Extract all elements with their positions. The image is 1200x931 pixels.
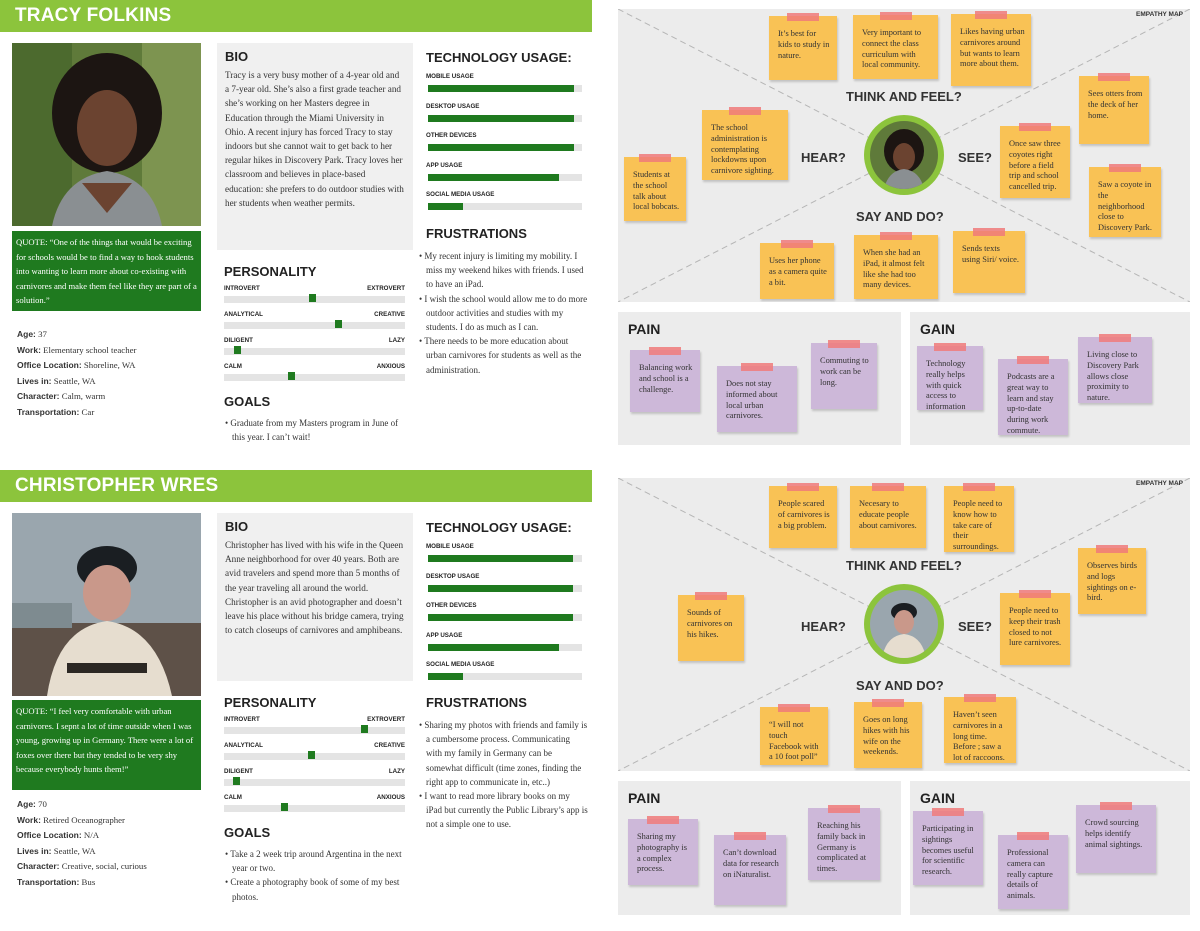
sticky-note: Sounds of carnivores on his hikes. bbox=[678, 595, 744, 661]
avatar-image bbox=[870, 590, 938, 658]
tech-fill bbox=[428, 85, 574, 92]
frustrations-list bbox=[418, 718, 588, 832]
trait-marker bbox=[308, 751, 315, 759]
bio-heading: BIO bbox=[225, 519, 249, 534]
sticky-note: It’s best for kids to study in nature. bbox=[769, 16, 837, 80]
info-row: Lives in: Seattle, WA bbox=[17, 845, 96, 856]
say-do-label: SAY AND DO? bbox=[856, 678, 944, 693]
sticky-note: Likes having urban carnivores around but wants to learn more about them. bbox=[951, 14, 1031, 86]
bio-heading: BIO bbox=[225, 49, 249, 64]
sticky-note: Haven’t seen carnivores in a long time. Before ; saw a lot of raccoons. bbox=[944, 697, 1016, 763]
empathy-map bbox=[618, 9, 1190, 302]
sticky-note: Balancing work and school is a challenge. bbox=[630, 350, 700, 412]
bio-text: Christopher has lived with his wife in the Queen Anne neighborhood for over 40 years. Both are avid travelers and spend more than 5 months of the year traveling all around the world. Christopher is an avid photographer and doesn’t leave his place without his bridge camera, trying to catch closeups of carnivores and amphibeans. bbox=[225, 540, 404, 636]
info-row: Transportation: Bus bbox=[17, 876, 96, 887]
goal-item: • Take a 2 week trip around Argentina in the next year or two. bbox=[225, 849, 402, 874]
persona-info bbox=[17, 797, 207, 890]
empathy-map-title: EMPATHY MAP bbox=[1136, 480, 1183, 487]
frustration-item: • Sharing my photos with friends and family is a cumbersome process. Communicating with my family in Germany can be somewhat difficult (time zones, finding the right app to communicate in, etc..) bbox=[419, 720, 588, 787]
sticky-note: Uses her phone as a camera quite a bit. bbox=[760, 243, 834, 299]
sticky-note: Does not stay informed about local urban carnivores. bbox=[717, 366, 797, 432]
persona-name: TRACY FOLKINS bbox=[0, 0, 592, 32]
hear-label: HEAR? bbox=[801, 619, 846, 634]
trait-slider: CALM ANXIOUS bbox=[224, 363, 405, 389]
goal-item: • Create a photography book of some of my best photos. bbox=[225, 877, 400, 902]
tech-fill bbox=[428, 174, 559, 181]
trait-marker bbox=[281, 803, 288, 811]
sticky-note: Once saw three coyotes right before a field trip and school cancelled trip. bbox=[1000, 126, 1070, 198]
sticky-note: Sharing my photography is a complex process. bbox=[628, 819, 698, 885]
tech-usage bbox=[426, 543, 586, 691]
trait-marker bbox=[335, 320, 342, 328]
tech-bar: MOBILE USAGE bbox=[426, 73, 586, 103]
tech-fill bbox=[428, 644, 559, 651]
say-do-label: SAY AND DO? bbox=[856, 209, 944, 224]
sticky-note: Observes birds and logs sightings on e-bird. bbox=[1078, 548, 1146, 614]
gain-heading: GAIN bbox=[920, 321, 955, 337]
tech-bar: DESKTOP USAGE bbox=[426, 103, 586, 133]
tech-usage bbox=[426, 73, 586, 221]
empathy-map bbox=[618, 478, 1190, 771]
goals-heading: GOALS bbox=[224, 394, 271, 409]
goals-heading: GOALS bbox=[224, 825, 271, 840]
sticky-note: People need to know how to take care of their surroundings. bbox=[944, 486, 1014, 552]
pain-heading: PAIN bbox=[628, 321, 661, 337]
sticky-note: Goes on long hikes with his wife on the weekends. bbox=[854, 702, 922, 768]
frustrations-list bbox=[418, 249, 588, 377]
tech-bar: SOCIAL MEDIA USAGE bbox=[426, 191, 586, 221]
sticky-note: Sends texts using Siri/ voice. bbox=[953, 231, 1025, 293]
trait-marker bbox=[288, 372, 295, 380]
frustration-item: • I wish the school would allow me to do more outdoor activities and studies with my students. I do as much as I can. bbox=[419, 293, 588, 333]
tech-bar: APP USAGE bbox=[426, 632, 586, 662]
portrait-image bbox=[12, 43, 201, 226]
tech-fill bbox=[428, 555, 573, 562]
pain-panel bbox=[618, 312, 901, 445]
trait-slider: ANALYTICAL CREATIVE bbox=[224, 742, 405, 768]
sticky-note: Students at the school talk about local bobcats. bbox=[624, 157, 686, 221]
tech-fill bbox=[428, 585, 573, 592]
gain-panel bbox=[910, 781, 1190, 915]
frustration-item: • There needs to be more education about urban carnivores for students as well as the administration. bbox=[419, 336, 582, 375]
persona-quote: QUOTE: “One of the things that would be exciting for schools would be to find a way to hook students into wanting to learn more about co-existing with carnivores and make them feel like they are part of a solution.” bbox=[12, 231, 201, 311]
trait-slider: INTROVERT EXTROVERT bbox=[224, 285, 405, 311]
trait-slider: CALM ANXIOUS bbox=[224, 794, 405, 820]
sticky-note: Participating in sightings becomes useful for scientific research. bbox=[913, 811, 983, 885]
tech-bar: OTHER DEVICES bbox=[426, 602, 586, 632]
hear-label: HEAR? bbox=[801, 150, 846, 165]
personality-heading: PERSONALITY bbox=[224, 695, 317, 710]
trait-slider: INTROVERT EXTROVERT bbox=[224, 716, 405, 742]
empathy-avatar bbox=[864, 584, 944, 664]
info-row: Office Location: N/A bbox=[17, 830, 100, 840]
info-row: Transportation: Car bbox=[17, 406, 95, 417]
sticky-note: The school administration is contemplating lockdowns upon carnivore sighting. bbox=[702, 110, 788, 180]
portrait-image bbox=[12, 513, 201, 696]
gain-heading: GAIN bbox=[920, 790, 955, 806]
sticky-note: Sees otters from the deck of her home. bbox=[1079, 76, 1149, 144]
sticky-note: Very important to connect the class curriculum with local community. bbox=[853, 15, 938, 79]
trait-marker bbox=[233, 777, 240, 785]
trait-marker bbox=[309, 294, 316, 302]
sticky-note: Necesary to educate people about carnivores. bbox=[850, 486, 926, 548]
tech-bar: OTHER DEVICES bbox=[426, 132, 586, 162]
tech-fill bbox=[428, 673, 463, 680]
persona-quote: QUOTE: “I feel very comfortable with urban carnivores. I sepnt a lot of time outside when I was young, growing up in Germany. There were a lot of foxes over there but they tended to be very shy because everybody hunts them!” bbox=[12, 700, 201, 790]
tech-fill bbox=[428, 115, 574, 122]
frustration-item: • My recent injury is limiting my mobility. I miss my weekend hikes with friends. I used to have an iPad. bbox=[419, 251, 584, 290]
sticky-note: Technology really helps with quick access to information bbox=[917, 346, 983, 410]
bio-text: Tracy is a very busy mother of a 4-year old and a 7-year old. She’s also a first grade teacher and she’s working on her Masters degree in Education through the Miami University in Ohio. A recent injury has forced Tracy to stay indoors but she cannot wait to get back to her regular hikes in Discovery Park. Tracy loves her classroom and believes in place-based education: she prefers to do outdoor studies with her students when weather permits. bbox=[225, 70, 404, 208]
bio-box bbox=[217, 43, 413, 250]
personality-sliders bbox=[224, 285, 405, 389]
tech-fill bbox=[428, 614, 573, 621]
sticky-note: Living close to Discovery Park allows close proximity to nature. bbox=[1078, 337, 1152, 403]
info-row: Lives in: Seattle, WA bbox=[17, 375, 96, 386]
tech-fill bbox=[428, 144, 574, 151]
persona-photo bbox=[12, 43, 201, 226]
frustration-item: • I want to read more library books on my iPad but currently the Public Library’s app is not a simple one to use. bbox=[419, 791, 588, 830]
trait-marker bbox=[361, 725, 368, 733]
personality-sliders bbox=[224, 716, 405, 820]
sticky-note: People scared of carnivores is a big problem. bbox=[769, 486, 837, 548]
trait-slider: ANALYTICAL CREATIVE bbox=[224, 311, 405, 337]
empathy-avatar bbox=[864, 115, 944, 195]
sticky-note: Can’t download data for research on iNaturalist. bbox=[714, 835, 786, 905]
tech-bar: SOCIAL MEDIA USAGE bbox=[426, 661, 586, 691]
sticky-note: When she had an iPad, it almost felt like she had too many devices. bbox=[854, 235, 938, 299]
tech-bar: APP USAGE bbox=[426, 162, 586, 192]
tech-fill bbox=[428, 203, 463, 210]
sticky-note: People need to keep their trash closed to not lure carnivores. bbox=[1000, 593, 1070, 665]
goal-item: • Graduate from my Masters program in June of this year. I can’t wait! bbox=[225, 418, 399, 443]
info-row: Character: Creative, social, curious bbox=[17, 861, 147, 871]
personality-heading: PERSONALITY bbox=[224, 264, 317, 279]
goals-list bbox=[224, 416, 409, 444]
tech-bar: MOBILE USAGE bbox=[426, 543, 586, 573]
see-label: SEE? bbox=[958, 150, 992, 165]
info-row: Age: 37 bbox=[17, 329, 47, 339]
sticky-note: “I will not touch Facebook with a 10 foot poll” bbox=[760, 707, 828, 765]
tech-heading: TECHNOLOGY USAGE: bbox=[426, 50, 572, 65]
think-feel-label: THINK AND FEEL? bbox=[846, 558, 962, 573]
trait-slider: DILIGENT LAZY bbox=[224, 337, 405, 363]
sticky-note: Saw a coyote in the neighborhood close to Discovery Park. bbox=[1089, 167, 1161, 237]
pain-panel bbox=[618, 781, 901, 915]
avatar-image bbox=[870, 121, 938, 189]
think-feel-label: THINK AND FEEL? bbox=[846, 89, 962, 104]
frustrations-heading: FRUSTRATIONS bbox=[426, 695, 527, 710]
info-row: Work: Elementary school teacher bbox=[17, 344, 137, 355]
tech-heading: TECHNOLOGY USAGE: bbox=[426, 520, 572, 535]
trait-slider: DILIGENT LAZY bbox=[224, 768, 405, 794]
sticky-note: Podcasts are a great way to learn and stay up-to-date during work commute. bbox=[998, 359, 1068, 435]
sticky-note: Professional camera can really capture details of animals. bbox=[998, 835, 1068, 909]
see-label: SEE? bbox=[958, 619, 992, 634]
gain-panel bbox=[910, 312, 1190, 445]
persona-name: CHRISTOPHER WRES bbox=[0, 470, 592, 502]
persona-info bbox=[17, 327, 207, 420]
sticky-note: Reaching his family back in Germany is complicated at times. bbox=[808, 808, 880, 880]
empathy-map-title: EMPATHY MAP bbox=[1136, 11, 1183, 18]
bio-box bbox=[217, 513, 413, 681]
persona-photo bbox=[12, 513, 201, 696]
info-row: Work: Retired Oceanographer bbox=[17, 814, 125, 825]
frustrations-heading: FRUSTRATIONS bbox=[426, 226, 527, 241]
tech-bar: DESKTOP USAGE bbox=[426, 573, 586, 603]
sticky-note: Crowd sourcing helps identify animal sightings. bbox=[1076, 805, 1156, 873]
trait-marker bbox=[234, 346, 241, 354]
info-row: Age: 70 bbox=[17, 799, 47, 809]
pain-heading: PAIN bbox=[628, 790, 661, 806]
info-row: Character: Calm, warm bbox=[17, 391, 106, 401]
sticky-note: Commuting to work can be long. bbox=[811, 343, 877, 409]
info-row: Office Location: Shoreline, WA bbox=[17, 360, 136, 370]
goals-list bbox=[224, 847, 409, 904]
